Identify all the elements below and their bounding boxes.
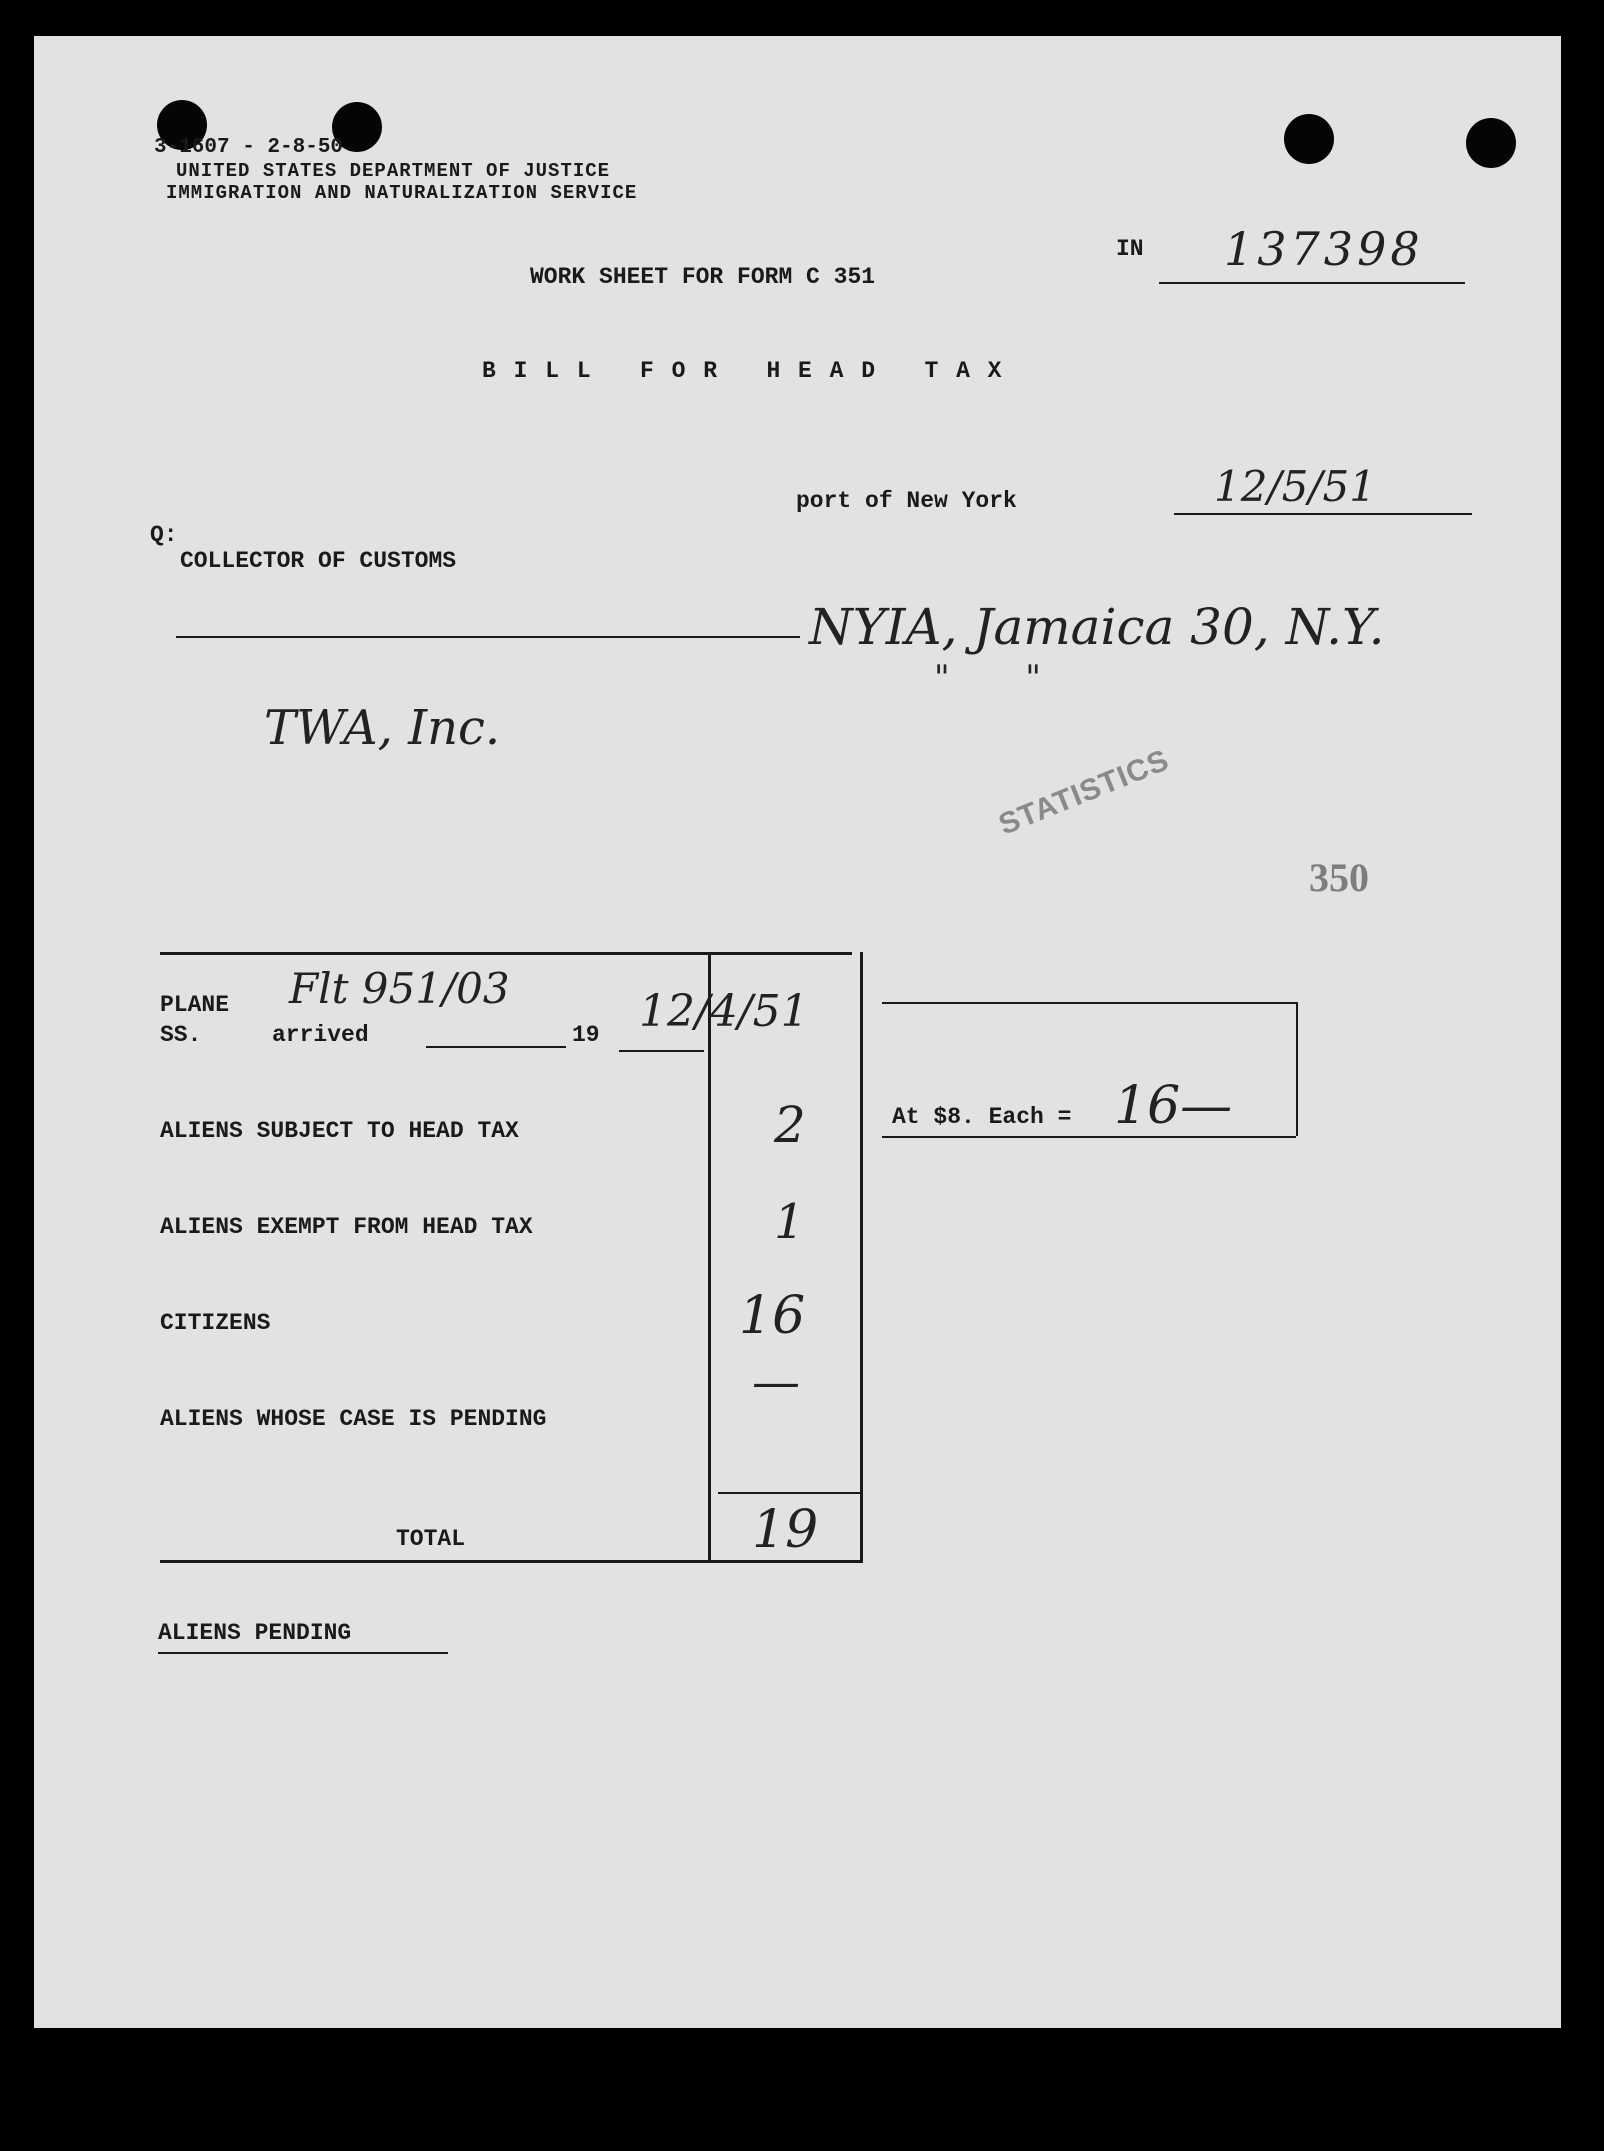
punch-hole-3 <box>1284 114 1334 164</box>
agency-line-2: IMMIGRATION AND NATURALIZATION SERVICE <box>166 182 638 204</box>
date-underline <box>1174 513 1472 515</box>
arrival-date-handwritten: 12/4/51 <box>639 986 809 1037</box>
address-underline <box>176 636 800 638</box>
punch-hole-4 <box>1466 118 1516 168</box>
document-page <box>34 36 1561 2028</box>
rate-label: At $8. Each = <box>892 1104 1072 1130</box>
agency-line-1: UNITED STATES DEPARTMENT OF JUSTICE <box>176 160 611 182</box>
row-label-citizens: CITIZENS <box>160 1310 271 1336</box>
in-label: IN <box>1116 236 1144 262</box>
rate-box-bottom <box>882 1136 1296 1138</box>
date-handwritten: 12/5/51 <box>1214 462 1376 511</box>
to-label: Q: <box>150 522 178 548</box>
total-label: TOTAL <box>396 1526 466 1552</box>
rate-box-right <box>1296 1002 1298 1136</box>
rate-amount: 16— <box>1114 1076 1233 1136</box>
row-label-subject: ALIENS SUBJECT TO HEAD TAX <box>160 1118 519 1144</box>
row-value-pending: — <box>752 1354 800 1410</box>
total-top-rule <box>718 1492 860 1494</box>
total-value: 19 <box>752 1500 819 1560</box>
arrived-label: arrived <box>272 1022 369 1048</box>
table-bottom-rule <box>160 1560 863 1563</box>
stamp-number: 350 <box>1309 855 1369 900</box>
worksheet-title: WORK SHEET FOR FORM C 351 <box>530 264 876 290</box>
port-label: port of New York <box>796 488 1017 514</box>
ss-label: SS. <box>160 1022 202 1048</box>
ditto-marks: " " <box>934 658 1041 698</box>
row-label-pending: ALIENS WHOSE CASE IS PENDING <box>160 1406 547 1432</box>
aliens-pending-underline <box>158 1652 448 1654</box>
table-divider <box>708 952 711 1562</box>
location-handwritten: NYIA, Jamaica 30, N.Y. <box>809 598 1385 656</box>
bill-title: B I L L F O R H E A D T A X <box>482 358 1004 384</box>
collector-of-customs: COLLECTOR OF CUSTOMS <box>180 548 457 574</box>
in-number: 137398 <box>1224 222 1424 276</box>
table-top-rule <box>160 952 852 955</box>
flight-handwritten: Flt 951/03 <box>289 964 510 1013</box>
statistics-stamp: STATISTICS <box>994 743 1174 842</box>
in-number-underline <box>1159 282 1465 284</box>
year-prefix: 19 <box>572 1022 600 1048</box>
rate-box-top <box>882 1002 1296 1004</box>
row-value-exempt: 1 <box>774 1194 805 1250</box>
row-label-exempt: ALIENS EXEMPT FROM HEAD TAX <box>160 1214 533 1240</box>
form-code: 3-1607 - 2-8-50 <box>154 136 344 159</box>
aliens-pending-label: ALIENS PENDING <box>158 1620 352 1646</box>
table-right-border <box>860 952 863 1562</box>
arrived-underline <box>426 1046 566 1048</box>
plane-label: PLANE <box>160 992 230 1018</box>
row-value-citizens: 16 <box>739 1286 806 1346</box>
year-underline <box>619 1050 704 1052</box>
row-value-subject: 2 <box>774 1096 806 1154</box>
carrier-handwritten: TWA, Inc. <box>264 700 501 756</box>
